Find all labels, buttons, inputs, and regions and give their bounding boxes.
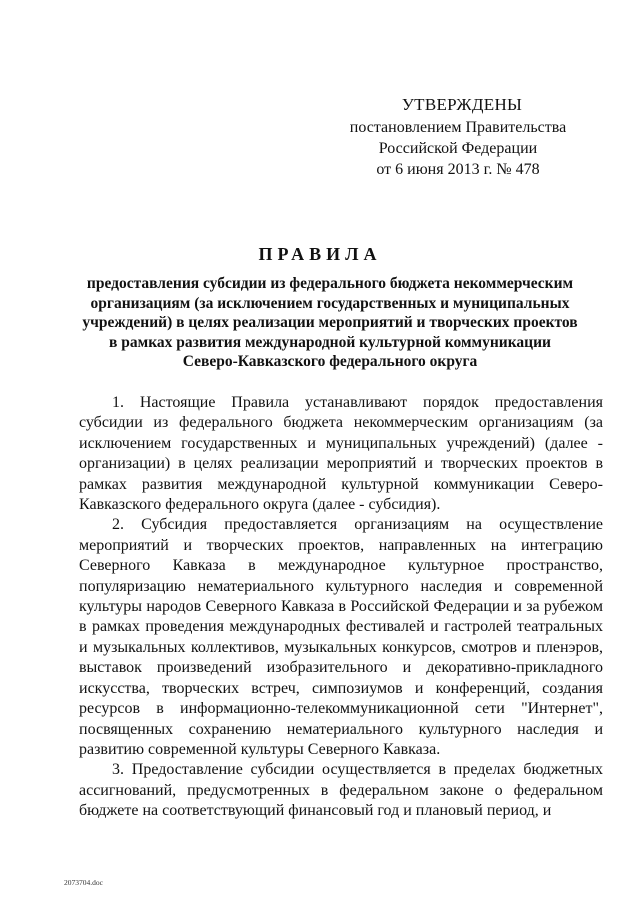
approval-line-3: от 6 июня 2013 г. № 478 [376, 161, 540, 178]
approval-block [338, 94, 578, 180]
subtitle-line: организациям (за исключением государственных и муниципальных [90, 294, 570, 312]
approval-line-2: Российской Федерации [378, 140, 538, 157]
subtitle-line: учреждений) в целях реализации мероприятий и творческих проектов [82, 314, 578, 331]
document-title: ПРАВИЛА [258, 244, 382, 264]
paragraph-2: 2. Субсидия предоставляется организациям на осуществление мероприятий и творческих проектов, направленных на интеграцию Северного Кавказа в международное культурное пространство, популяризацию нематериального культурного наследия и современной культуры народов Северного Кавказа в Российской Федерации и за рубежом в рамках проведения международных фестивалей и гастролей театральных и музыкальных коллективов, музыкальных конкурсов, смотров и пленэров, выставок произведений изобразительного и декоративно-прикладного искусства, творческих встреч, симпозиумов и конференций, создания ресурсов в информационно-телекоммуникационной сети "Интернет", посвященных сохранению нематериального культурного наследия и развитию современной культуры Северного Кавказа. [79, 516, 603, 758]
document-subtitle [60, 274, 600, 372]
document-body [79, 393, 603, 822]
subtitle-line: предоставления субсидии из федерального бюджета некоммерческим [86, 275, 574, 292]
paragraph-3: 3. Предоставление субсидии осуществляется в пределах бюджетных ассигнований, предусмотренных в федеральном законе о федеральном бюджете на соответствующий финансовый год и плановый период, и [79, 761, 603, 820]
subtitle-line: в рамках развития международной культурной коммуникации [109, 333, 551, 351]
approval-line-1: постановлением Правительства [349, 119, 567, 136]
file-reference: 2073704.doc [64, 878, 103, 887]
paragraph-1: 1. Настоящие Правила устанавливают порядок предоставления субсидии из федерального бюджета некоммерческим организациям (за исключением государственных и муниципальных учреждений) (далее - организации) в целях реализации мероприятий и творческих проектов в рамках развития международной культурной коммуникации Северо-Кавказского федерального округа (далее - субсидия). [79, 394, 603, 514]
approved-heading: УТВЕРЖДЕНЫ [401, 95, 523, 114]
subtitle-line: Северо-Кавказского федерального округа [182, 353, 478, 370]
